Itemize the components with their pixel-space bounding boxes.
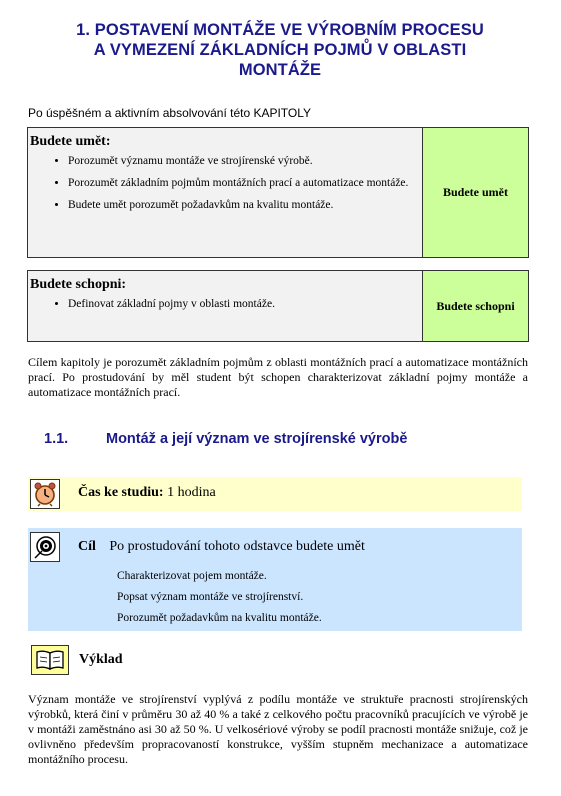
list-item: • Budete umět porozumět požadavkům na kvalitu montáže. xyxy=(68,198,416,213)
list-item: • Porozumět významu montáže ve strojírenské výrobě. xyxy=(68,154,416,169)
list-item: • Definovat základní pojmy v oblasti montáže. xyxy=(68,297,416,312)
explanation-label: Výklad xyxy=(79,652,123,667)
skills-side-label: Budete umět xyxy=(423,128,528,257)
goal-bar xyxy=(28,528,522,631)
clock-icon xyxy=(30,479,60,509)
list-item: Popsat význam montáže ve strojírenství. xyxy=(117,591,304,603)
section-number: 1.1. xyxy=(44,431,69,447)
abilities-box xyxy=(27,270,529,342)
target-icon xyxy=(30,532,60,562)
abilities-heading: Budete schopni: xyxy=(30,277,127,292)
book-icon xyxy=(31,645,69,675)
chapter-title-line: MONTÁŽE xyxy=(238,61,322,79)
abilities-side-label: Budete schopni xyxy=(423,271,528,341)
list-item: • Porozumět základním pojmům montážních prací a automatizace montáže. xyxy=(68,176,416,191)
skills-box xyxy=(27,127,529,258)
goal-label: Cíl xyxy=(78,539,96,554)
list-item: Porozumět požadavkům na kvalitu montáže. xyxy=(117,612,322,624)
chapter-goal-paragraph: Cílem kapitoly je porozumět základním pojmům z oblasti montážních prací a automatizace montážních prací. Po prostudování by měl student být schopen charakterizovat základní pojmy montáže a automatizace montážních prací. xyxy=(28,355,528,399)
intro-text: Po úspěšném a aktivním absolvování této KAPITOLY xyxy=(28,106,312,120)
section-heading xyxy=(44,431,407,447)
list-item: Charakterizovat pojem montáže. xyxy=(117,570,267,582)
skills-list xyxy=(28,154,416,213)
goal-text: Po prostudování tohoto odstavce budete umět xyxy=(109,539,365,554)
study-time-bar xyxy=(28,477,522,511)
chapter-title-line: A VYMEZENÍ ZÁKLADNÍCH POJMŮ V OBLASTI xyxy=(93,41,467,59)
explanation-paragraph: Význam montáže ve strojírenství vyplývá z podílu montáže ve struktuře pracnosti strojírenských výrobků, která činí v průměru 30 až 40 % a také z celkového počtu pracovníků pracujících ve výrobě je v montáži zaměstnáno asi 30 až 50 %. U velkosériové výroby se podíl pracnosti montáže snižuje, což je ovlivněno především propracovaností konstrukce, vyšším stupněm mechanizace a automatizace montážního procesu. xyxy=(28,692,528,766)
section-title: Montáž a její význam ve strojírenské výrobě xyxy=(106,431,408,447)
goal-list xyxy=(117,566,322,629)
skills-heading: Budete umět: xyxy=(30,134,111,149)
chapter-title-line: 1. POSTAVENÍ MONTÁŽE VE VÝROBNÍM PROCESU xyxy=(76,21,484,39)
study-time-label: Čas ke studiu: xyxy=(78,485,164,500)
abilities-list xyxy=(28,297,416,312)
chapter-title xyxy=(40,20,520,80)
study-time-value: 1 hodina xyxy=(167,485,216,500)
